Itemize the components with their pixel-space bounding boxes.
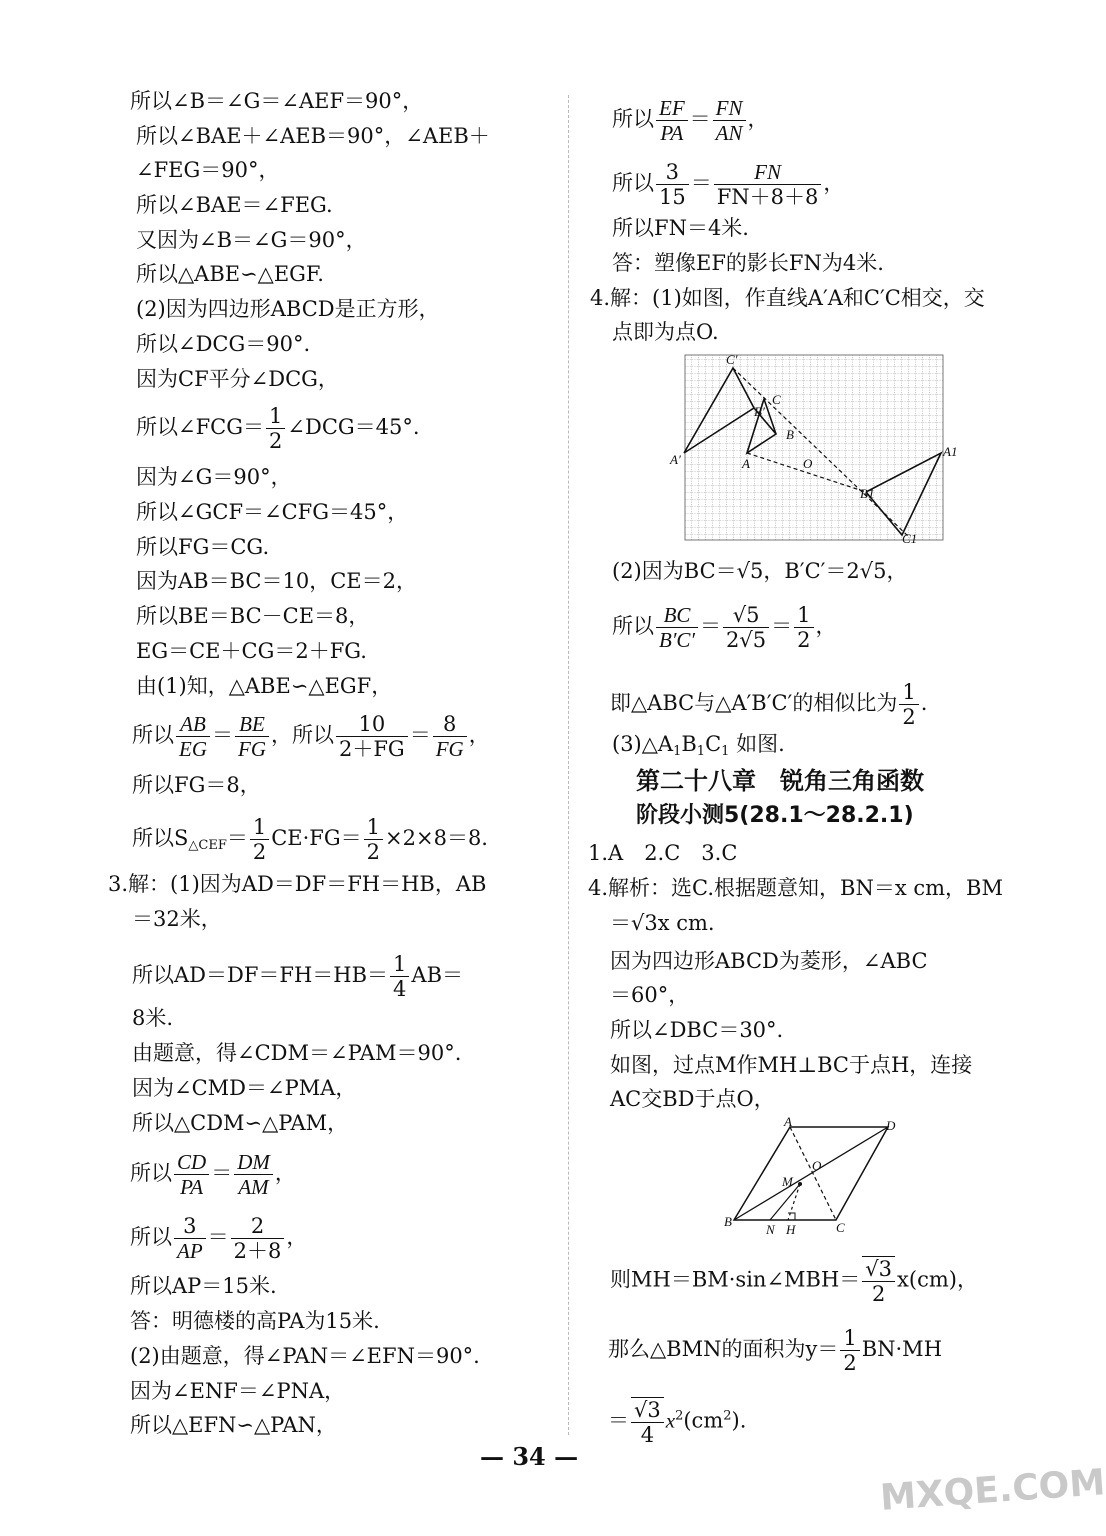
label-o: O [803, 456, 813, 471]
fraction: $\frac{FN}{AN}$ [713, 96, 746, 145]
text-line: 所以△EFN∽△PAN， [130, 1413, 337, 1437]
text-line: 1.A 2.C 3.C [588, 841, 738, 865]
label-c1: C1 [902, 531, 918, 546]
text-line: 所以∠BAE＋∠AEB＝90°，∠AEB＋ [136, 124, 490, 148]
text-line: 又因为∠B＝∠G＝90°， [136, 228, 367, 252]
text-line: 所以∠GCF＝∠CFG＝45°， [136, 500, 409, 524]
text-line: 因为∠ENF＝∠PNA， [130, 1379, 346, 1403]
fraction: $\frac{1}{2}$ [794, 603, 813, 652]
text-line: 所以AP＝15米. [130, 1274, 277, 1298]
page-number: — 34 — [480, 1442, 579, 1471]
fraction: $\frac{√3}{4}$ [631, 1397, 664, 1447]
text-line: 所以FG＝CG. [136, 535, 270, 559]
label-a: A [742, 456, 750, 471]
text-line: 那么△BMN的面积为y＝ $\frac{1}{2}$ BN·MH [608, 1326, 943, 1375]
text-line: 所以FN＝4米. [612, 216, 749, 240]
text-line: 因为CF平分∠DCG， [136, 367, 339, 391]
label-a1: A1 [943, 444, 958, 459]
text-line: 所以∠BAE＝∠FEG. [136, 193, 333, 217]
text-line: 4.解：(1)如图，作直线A′A和C′C相交，交 [590, 286, 985, 310]
similar-triangles-grid-figure [670, 352, 960, 548]
text-line: 即△ABC与△A′B′C′的相似比为 $\frac{1}{2}$ . [610, 680, 928, 729]
fraction: $\frac{BE}{FG}$ [235, 712, 269, 761]
text-line: 所以AD＝DF＝FH＝HB＝ $\frac{1}{4}$ AB＝ [132, 952, 464, 1001]
label-d: D [886, 1118, 896, 1133]
fraction: $\frac{10}{2+FG}$ [336, 712, 408, 761]
text-line: 因为四边形ABCD为菱形，∠ABC [610, 949, 928, 973]
text-line: 3.解：(1)因为AD＝DF＝FH＝HB，AB [108, 872, 487, 896]
fraction: $\frac{1}{2}$ [899, 680, 918, 729]
fraction: $\frac{DM}{AM}$ [234, 1150, 273, 1199]
label-b-prime: B′ [754, 404, 765, 419]
rhombus-figure [720, 1114, 900, 1238]
text-line: 点即为点O. [612, 320, 719, 344]
text-line: 所以∠B＝∠G＝∠AEF＝90°， [130, 89, 424, 113]
text-line: $(3)\triangle A_1B_1C_1$ 如图. [612, 732, 785, 759]
text-line: 所以△ABE∽△EGF. [136, 262, 324, 286]
fraction: $\frac{FN}{FN+8+8}$ [714, 160, 822, 209]
text-line: 所以 $\frac{AB}{EG}$ ＝ $\frac{BE}{FG}$ ，所以 $\frac{10}{2+FG}$ ＝ $\frac{8}{FG}$ ， [132, 712, 490, 761]
label-b: B [786, 427, 794, 442]
label-n: N [766, 1222, 775, 1237]
text-line: 所以$S_{\triangle CEF}=$ $\frac{1}{2}$ CE·FG＝ $\frac{1}{2}$ ×2×8＝8. [132, 815, 488, 864]
label-m: M [782, 1174, 793, 1189]
chapter-title: 第二十八章 锐角三角函数 [636, 767, 924, 795]
text-line: 所以∠DBC＝30°. [610, 1018, 784, 1042]
text-line: 所以 $\frac{3}{AP}$ ＝ $\frac{2}{2+8}$ ， [130, 1214, 308, 1263]
text-line: 4.解析：选C.根据题意知，BN＝x cm，BM [588, 876, 1003, 900]
fraction: $\frac{1}{2}$ [364, 815, 383, 864]
text-line: 由(1)知，△ABE∽△EGF， [136, 674, 393, 698]
text-line: ＝60°， [610, 983, 690, 1007]
label-h: H [786, 1222, 796, 1237]
fraction: $\frac{3}{AP}$ [174, 1214, 206, 1263]
text-line: 8米. [132, 1006, 174, 1030]
text-line: EG＝CE＋CG＝2＋FG. [136, 639, 367, 663]
section-title: 阶段小测5(28.1～28.2.1) [636, 803, 914, 828]
text-line: (2)因为四边形ABCD是正方形， [136, 297, 440, 321]
text-line: ＝√3x cm. [610, 911, 715, 935]
text-line: AC交BD于点O， [610, 1087, 775, 1111]
text-line: 所以∠DCG＝90°. [136, 332, 311, 356]
fraction: $\frac{1}{2}$ [250, 815, 269, 864]
fraction: $\frac{√3}{2}$ [862, 1256, 895, 1306]
fraction: $\frac{BC}{B'C'}$ [656, 603, 698, 652]
text-line: ∠FEG＝90°， [136, 158, 280, 182]
fraction: $\frac{AB}{EG}$ [176, 712, 210, 761]
fraction: $\frac{1}{4}$ [390, 952, 409, 1001]
text-line: 所以 $\frac{BC}{B'C'}$ ＝ $\frac{√5}{2√5}$ ＝ $\frac{1}{2}$ ， [612, 603, 837, 652]
fraction: $\frac{1}{2}$ [266, 404, 285, 453]
fraction: $\frac{1}{2}$ [840, 1326, 859, 1375]
fraction: $\frac{√5}{2√5}$ [723, 603, 769, 652]
label-a-prime: A′ [670, 452, 681, 467]
label-b1: B1 [860, 486, 875, 501]
label-c: C [772, 392, 781, 407]
watermark: MXQE.COM [878, 1462, 1106, 1519]
column-divider [568, 95, 569, 1435]
text-line: 所以∠FCG＝ $\frac{1}{2}$ ∠DCG＝45°. [136, 404, 420, 453]
fraction: $\frac{8}{FG}$ [433, 712, 467, 761]
text-line: (2)由题意，得∠PAN＝∠EFN＝90°. [130, 1344, 480, 1368]
text-line: 所以FG＝8， [132, 773, 261, 797]
text-line: 所以 $\frac{CD}{PA}$ ＝ $\frac{DM}{AM}$ ， [130, 1150, 296, 1199]
text-line: 如图，过点M作MH⊥BC于点H，连接 [610, 1053, 973, 1077]
fraction: $\frac{EF}{PA}$ [656, 96, 688, 145]
text-line: 答：明德楼的高PA为15米. [130, 1309, 380, 1333]
text-line: 所以BE＝BC－CE＝8， [136, 604, 370, 628]
text-line: 由题意，得∠CDM＝∠PAM＝90°. [132, 1041, 462, 1065]
label-c: C [836, 1220, 845, 1235]
label-c-prime: C′ [726, 352, 738, 367]
fraction: $\frac{3}{15}$ [656, 160, 689, 209]
text-line: 所以 $\frac{EF}{PA}$ ＝ $\frac{FN}{AN}$ ， [612, 96, 769, 145]
label-b: B [724, 1214, 732, 1229]
text-line: 则MH＝BM·sin∠MBH＝ $\frac{√3}{2}$ x(cm)， [610, 1257, 978, 1306]
text-line: 答：塑像EF的影长FN为4米. [612, 251, 884, 275]
text-line: 因为∠G＝90°， [136, 465, 292, 489]
fraction: $\frac{2}{2+8}$ [231, 1214, 285, 1263]
text-line: ＝ $\frac{√3}{4}$ $x^2(cm^2)$. [608, 1398, 747, 1447]
text-line: 因为∠CMD＝∠PMA， [132, 1076, 357, 1100]
fraction: $\frac{CD}{PA}$ [174, 1150, 209, 1199]
label-o: O [812, 1158, 822, 1173]
text-line: 所以△CDM∽△PAM， [132, 1111, 349, 1135]
text-line: ＝32米， [132, 907, 222, 931]
text-line: 所以 $\frac{3}{15}$ ＝ $\frac{FN}{FN+8+8}$ ， [612, 160, 845, 209]
text-line: (2)因为BC＝√5，B′C′＝2√5， [612, 559, 908, 583]
label-a: A [784, 1114, 792, 1129]
text-line: 因为AB＝BC＝10，CE＝2， [136, 569, 417, 593]
